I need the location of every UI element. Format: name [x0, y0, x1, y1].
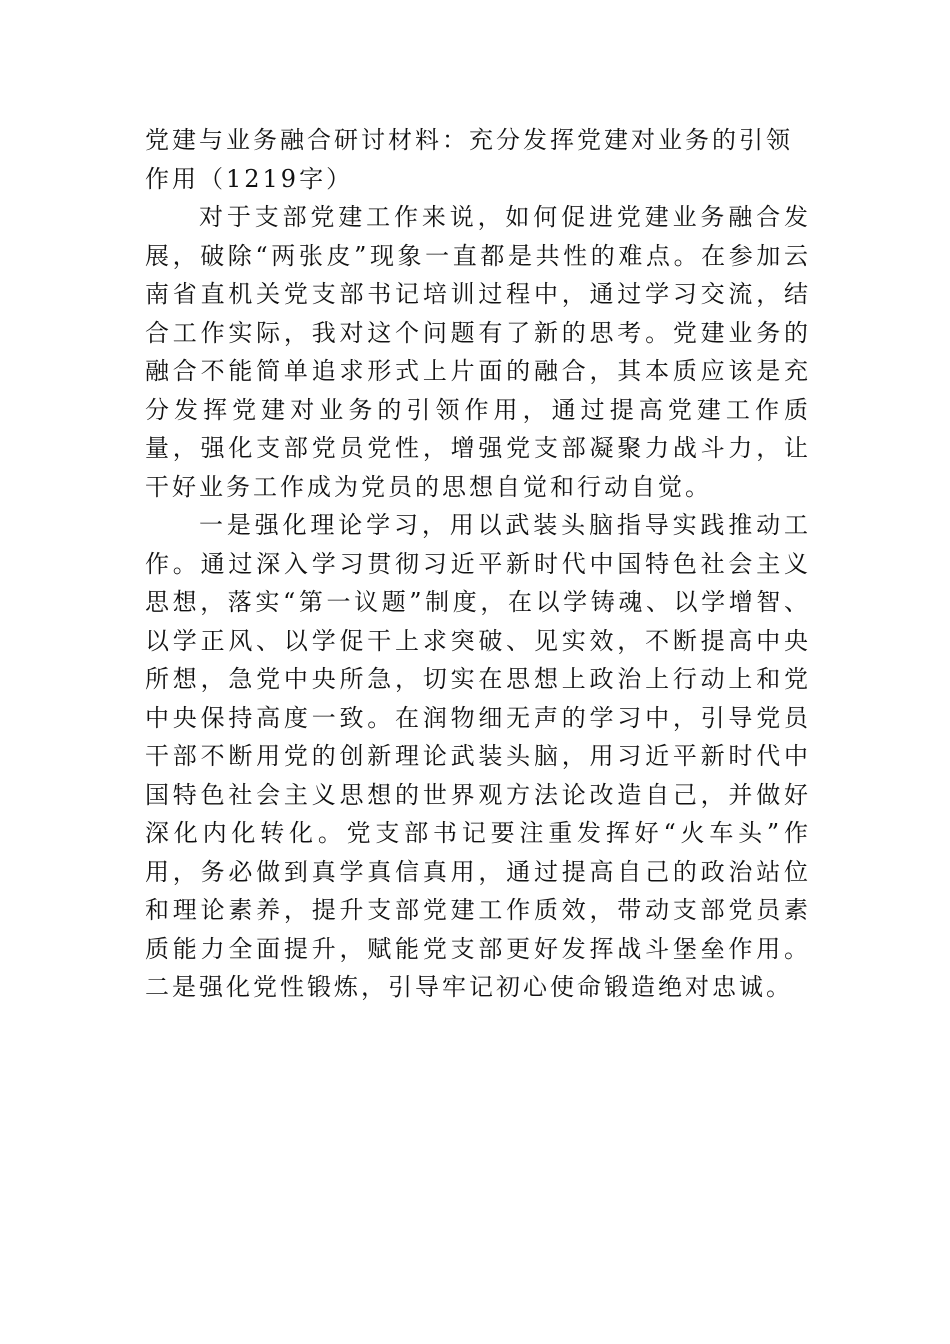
- document-body: [145, 121, 811, 1007]
- paragraph-theory-study: 一是强化理论学习，用以武装头脑指导实践推动工作。通过深入学习贯彻习近平新时代中国特色社会主义思想，落实“第一议题”制度，在以学铸魂、以学增智、以学正风、以学促干上求突破、见实效，不断提高中央所想，急党中央所急，切实在思想上政治上行动上和党中央保持高度一致。在润物细无声的学习中，引导党员干部不断用党的创新理论武装头脑，用习近平新时代中国特色社会主义思想的世界观方法论改造自己，并做好深化内化转化。党支部书记要注重发挥好“火车头”作用，务必做到真学真信真用，通过提高自己的政治站位和理论素养，提升支部党建工作质效，带动支部党员素质能力全面提升，赋能党支部更好发挥战斗堡垒作用。二是强化党性锻炼，引导牢记初心使命锻造绝对忠诚。: [145, 511, 811, 1001]
- paragraph-intro: 对于支部党建工作来说，如何促进党建业务融合发展，破除“两张皮”现象一直都是共性的难点。在参加云南省直机关党支部书记培训过程中，通过学习交流，结合工作实际，我对这个问题有了新的思考。党建业务的融合不能简单追求形式上片面的融合，其本质应该是充分发挥党建对业务的引领作用，通过提高党建工作质量，强化支部党员党性，增强党支部凝聚力战斗力，让干好业务工作成为党员的思想自觉和行动自觉。: [145, 203, 811, 501]
- document-title: 党建与业务融合研讨材料：充分发挥党建对业务的引领作用（1219字）: [145, 126, 793, 193]
